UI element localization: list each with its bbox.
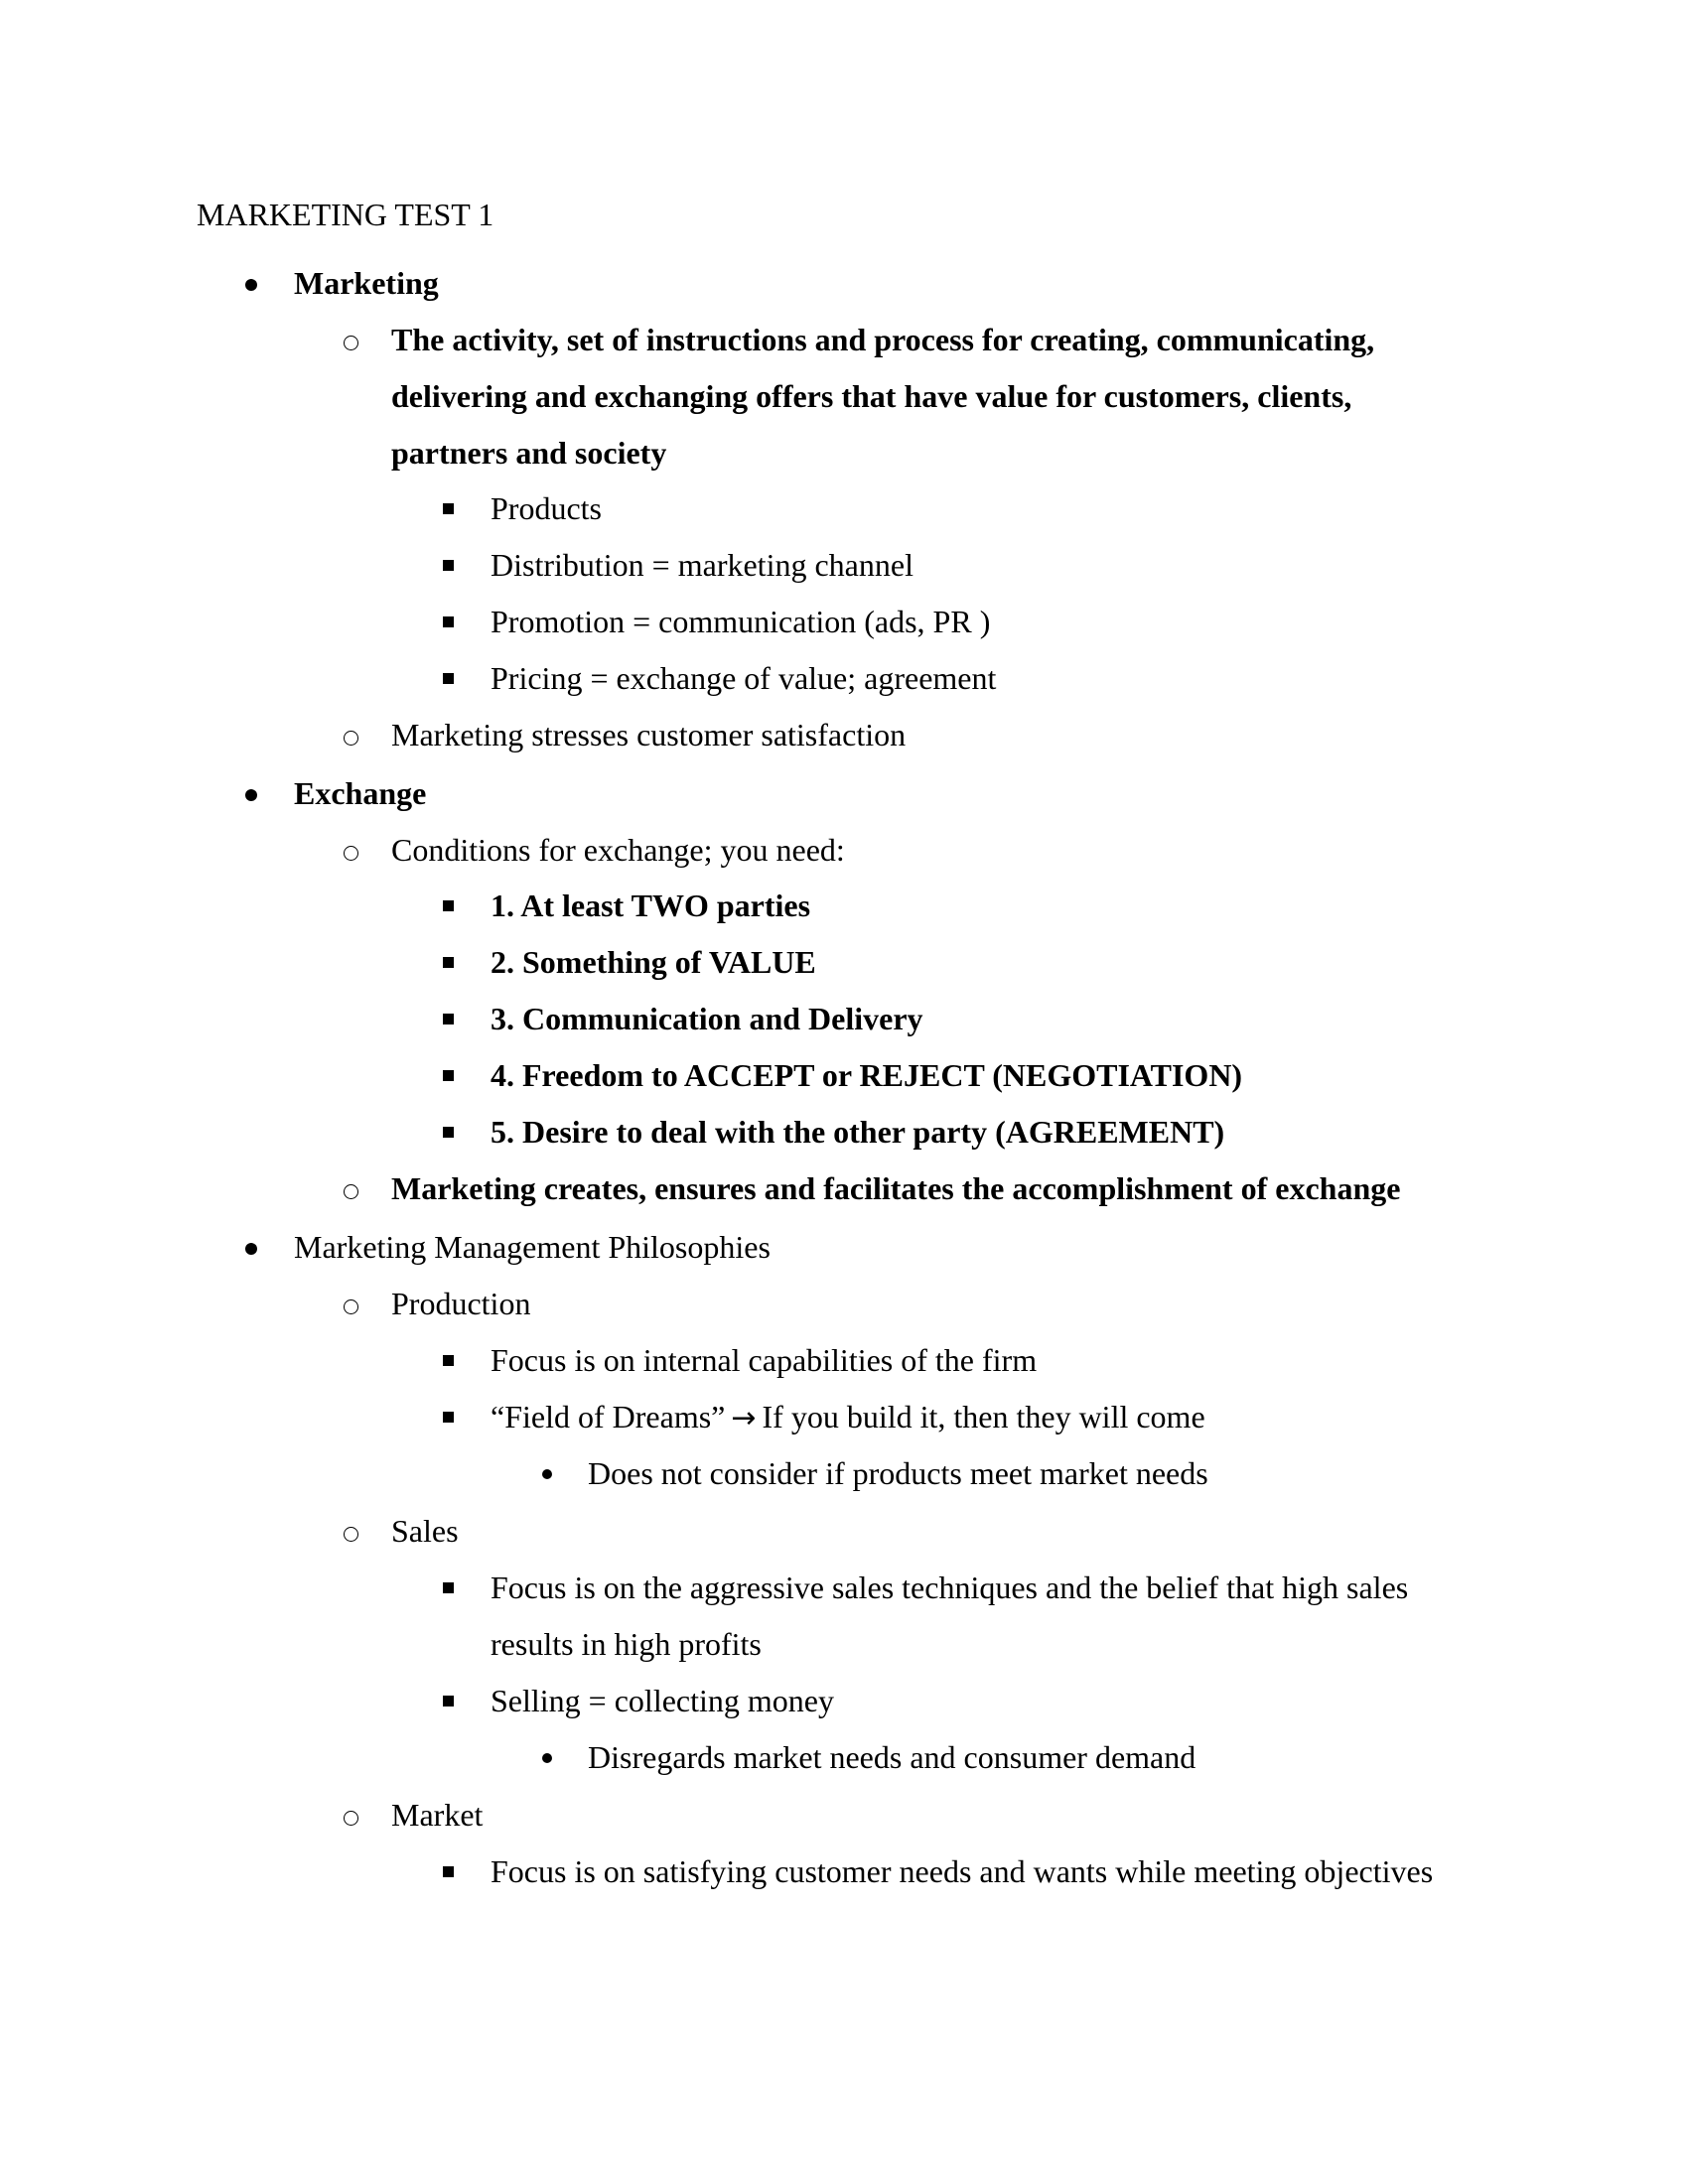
philosophy-production-label: Production xyxy=(391,1286,531,1321)
bullet-circle-icon xyxy=(344,1184,358,1199)
bullet-square-icon xyxy=(443,560,454,571)
marketing-item: Products xyxy=(491,490,602,526)
field-of-dreams-text: If you build it, then they will come xyxy=(762,1399,1205,1434)
document-title: MARKETING TEST 1 xyxy=(197,197,494,232)
bullet-square-icon xyxy=(443,1127,454,1138)
bullet-disc-icon xyxy=(245,279,257,291)
bullet-square-icon xyxy=(443,1014,454,1024)
market-focus: Focus is on satisfying customer needs and wants while meeting objectives xyxy=(491,1853,1434,1889)
marketing-item: Promotion = communication (ads, PR ) xyxy=(491,604,991,639)
marketing-definition-line-2: delivering and exchanging offers that have value for customers, clients, xyxy=(391,378,1352,414)
marketing-item: Pricing = exchange of value; agreement xyxy=(491,660,997,696)
bullet-disc-icon xyxy=(245,1243,257,1255)
sales-sub-note: Disregards market needs and consumer demand xyxy=(588,1739,1196,1775)
sales-selling: Selling = collecting money xyxy=(491,1683,834,1718)
exchange-condition: 2. Something of VALUE xyxy=(491,944,816,980)
marketing-definition-line-1: The activity, set of instructions and process for creating, communicating, xyxy=(391,322,1375,357)
bullet-circle-icon xyxy=(344,1527,358,1542)
bullet-circle-icon xyxy=(344,731,358,746)
bullet-square-icon xyxy=(443,616,454,627)
exchange-condition: 5. Desire to deal with the other party (AGREEMENT) xyxy=(491,1114,1225,1150)
field-of-dreams-label: “Field of Dreams” xyxy=(491,1399,726,1434)
bullet-disc-icon xyxy=(542,1753,552,1763)
marketing-definition-line-3: partners and society xyxy=(391,435,667,471)
section-heading-philosophies: Marketing Management Philosophies xyxy=(294,1229,771,1265)
bullet-square-icon xyxy=(443,1582,454,1593)
bullet-square-icon xyxy=(443,1866,454,1877)
bullet-square-icon xyxy=(443,1355,454,1366)
philosophy-market-label: Market xyxy=(391,1797,484,1833)
exchange-condition: 3. Communication and Delivery xyxy=(491,1001,923,1036)
sales-focus-line-2: results in high profits xyxy=(491,1626,762,1662)
production-item: Focus is on internal capabilities of the firm xyxy=(491,1342,1038,1378)
bullet-square-icon xyxy=(443,503,454,514)
bullet-square-icon xyxy=(443,673,454,684)
bullet-square-icon xyxy=(443,1412,454,1423)
bullet-circle-icon xyxy=(344,1811,358,1826)
bullet-circle-icon xyxy=(344,846,358,861)
section-heading-exchange: Exchange xyxy=(294,775,427,811)
marketing-note: Marketing stresses customer satisfaction xyxy=(391,717,907,752)
bullet-circle-icon xyxy=(344,1299,358,1314)
production-sub-note: Does not consider if products meet market needs xyxy=(588,1455,1208,1491)
production-field-of-dreams xyxy=(491,1397,1205,1438)
sales-focus-line-1: Focus is on the aggressive sales techniques and the belief that high sales xyxy=(491,1570,1409,1605)
exchange-conditions-intro: Conditions for exchange; you need: xyxy=(391,832,845,868)
bullet-circle-icon xyxy=(344,336,358,350)
philosophy-sales-label: Sales xyxy=(391,1513,459,1549)
bullet-square-icon xyxy=(443,957,454,968)
exchange-note: Marketing creates, ensures and facilitates the accomplishment of exchange xyxy=(391,1170,1401,1206)
exchange-condition: 1. At least TWO parties xyxy=(491,887,811,923)
bullet-square-icon xyxy=(443,1070,454,1081)
bullet-disc-icon xyxy=(245,789,257,801)
arrow-right-icon: → xyxy=(731,1401,757,1435)
bullet-square-icon xyxy=(443,900,454,911)
exchange-condition: 4. Freedom to ACCEPT or REJECT (NEGOTIATION) xyxy=(491,1057,1243,1093)
section-heading-marketing: Marketing xyxy=(294,265,439,301)
marketing-item: Distribution = marketing channel xyxy=(491,547,914,583)
bullet-disc-icon xyxy=(542,1469,552,1479)
bullet-square-icon xyxy=(443,1696,454,1706)
